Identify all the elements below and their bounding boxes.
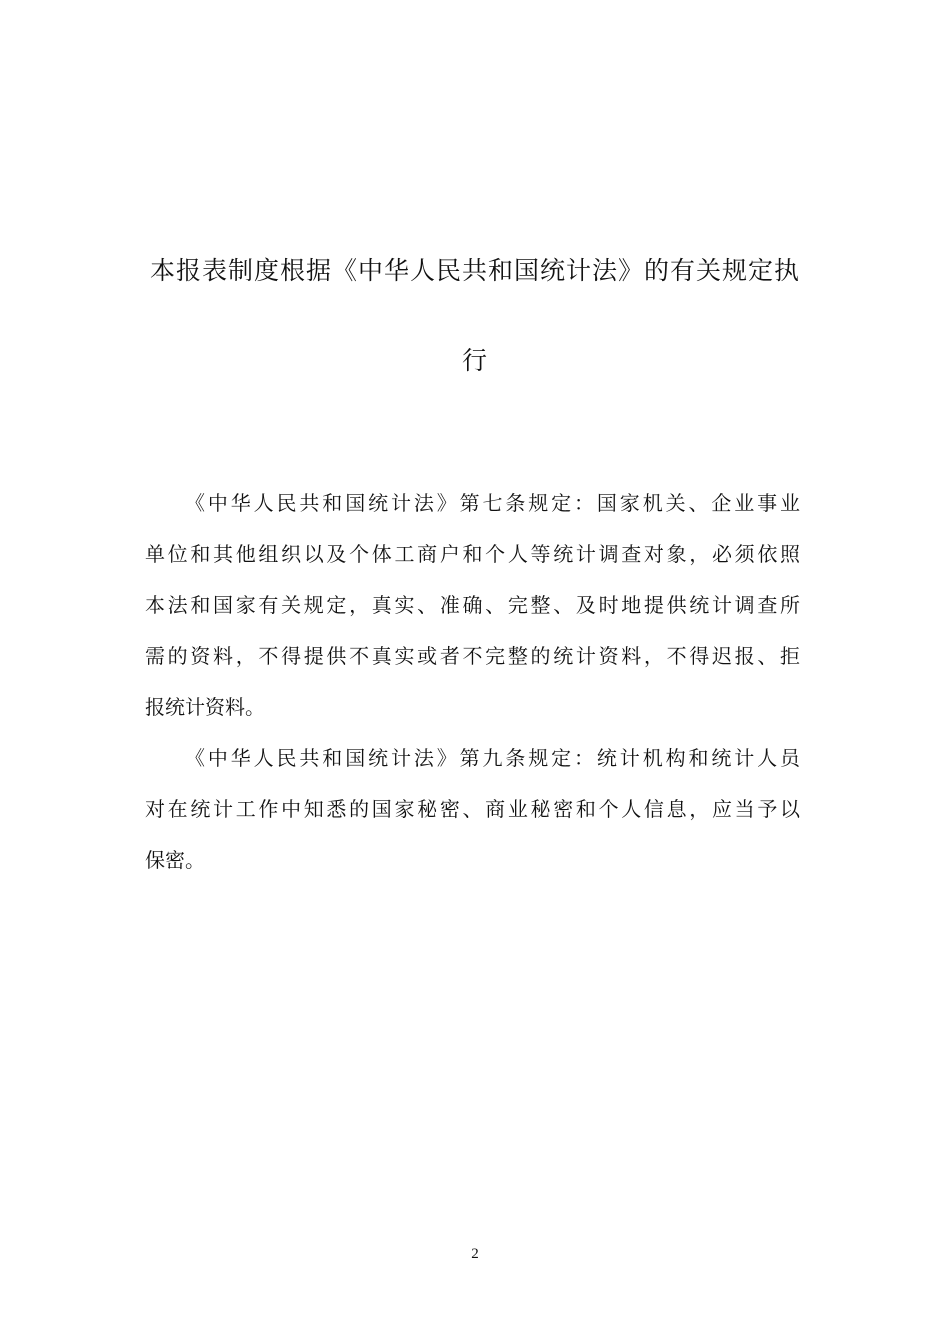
paragraph-line: 需的资料，不得提供不真实或者不完整的统计资料，不得迟报、拒 (145, 644, 800, 668)
paragraph-line: 单位和其他组织以及个体工商户和个人等统计调查对象，必须依照 (145, 542, 800, 566)
document-body (145, 478, 800, 886)
paragraph-article-7 (145, 478, 800, 733)
document-title (150, 226, 800, 406)
paragraph-article-9 (145, 733, 800, 886)
paragraph-line: 《中华人民共和国统计法》第七条规定：国家机关、企业事业 (185, 491, 800, 515)
paragraph-line: 报统计资料。 (145, 695, 265, 719)
page-number: 2 (471, 1246, 479, 1262)
paragraph-line: 本法和国家有关规定，真实、准确、完整、及时地提供统计调查所 (145, 593, 800, 617)
paragraph-line: 《中华人民共和国统计法》第九条规定：统计机构和统计人员 (185, 746, 800, 770)
title-line: 本报表制度根据《中华人民共和国统计法》的有关规定执 (150, 256, 801, 285)
title-line: 行 (461, 346, 488, 375)
paragraph-line: 保密。 (145, 848, 205, 872)
paragraph-line: 对在统计工作中知悉的国家秘密、商业秘密和个人信息，应当予以 (145, 797, 800, 821)
